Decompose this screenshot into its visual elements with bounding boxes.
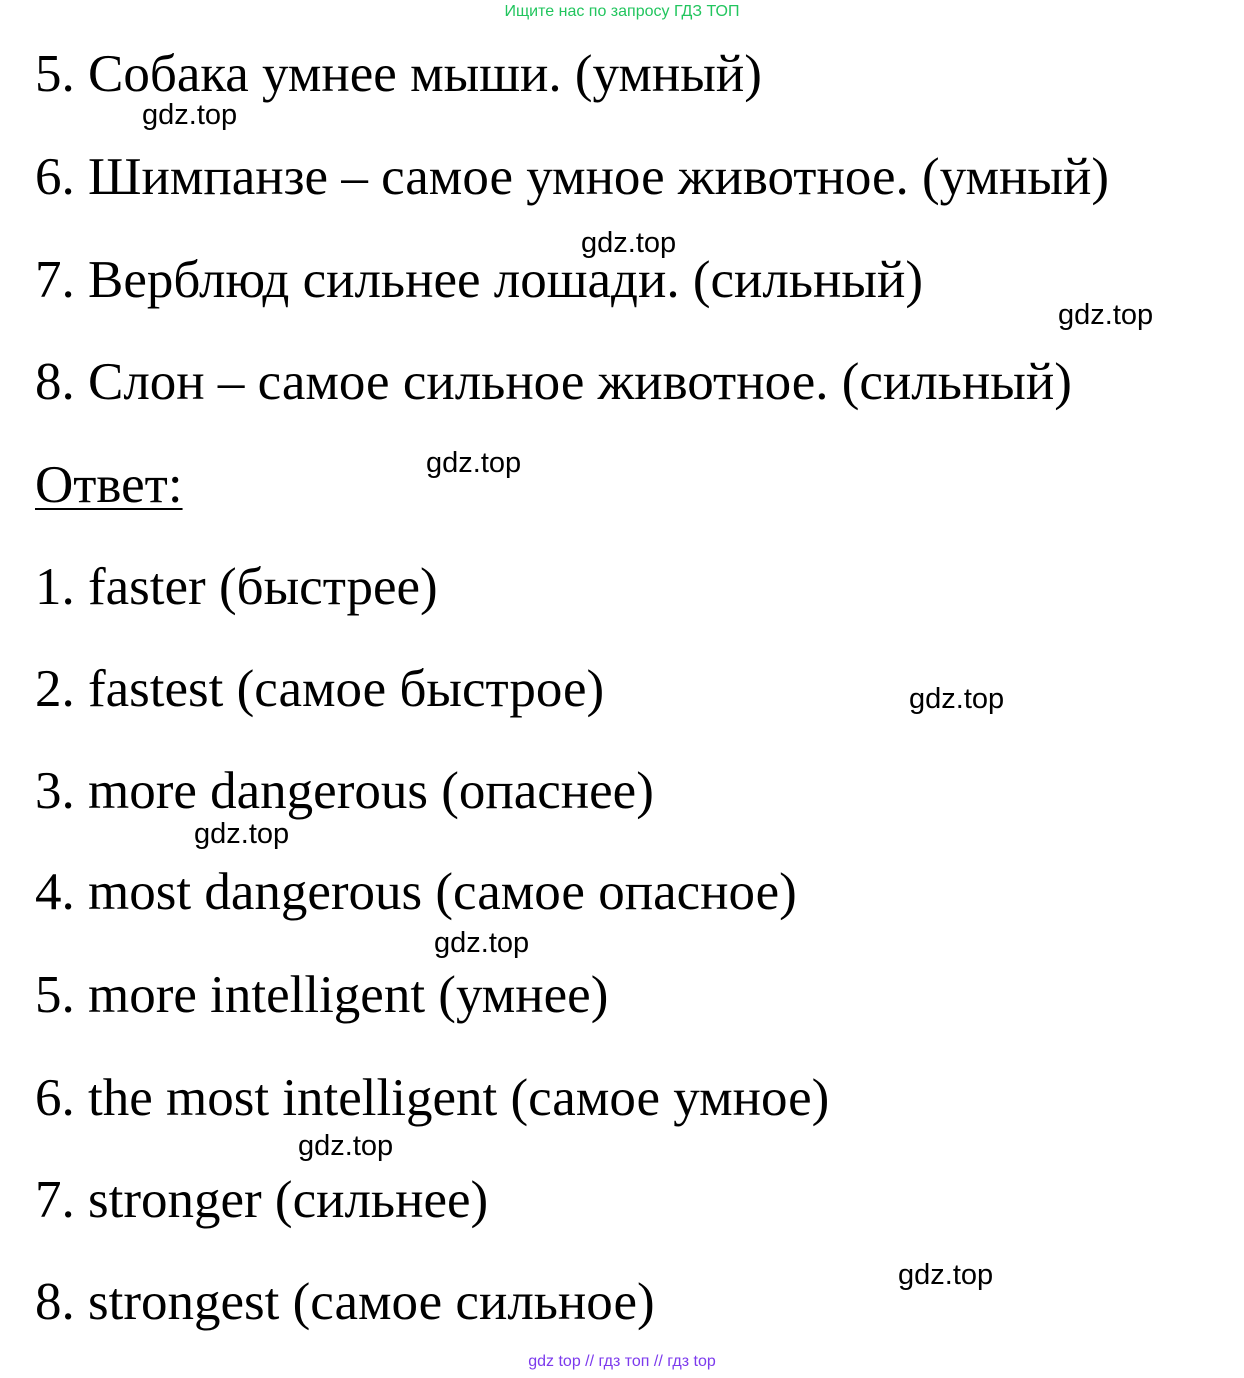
question-line-5: 5. Собака умнее мыши. (умный) [35, 45, 762, 103]
question-line-7: 7. Верблюд сильнее лошади. (сильный) [35, 251, 924, 309]
watermark: gdz.top [1058, 299, 1154, 331]
footer-item: гдз топ [598, 1353, 650, 1370]
answer-line-7: 7. stronger (сильнее) [35, 1171, 489, 1229]
question-line-6: 6. Шимпанзе – самое умное животное. (умный) [35, 148, 1109, 206]
answer-title: Ответ: [35, 456, 183, 514]
watermark: gdz.top [581, 227, 677, 259]
answer-line-4: 4. most dangerous (самое опасное) [35, 863, 797, 921]
footer-item: гдз top [667, 1353, 716, 1370]
answer-line-2: 2. fastest (самое быстрое) [35, 660, 605, 718]
question-line-8: 8. Слон – самое сильное животное. (сильный) [35, 353, 1072, 411]
answer-line-3: 3. more dangerous (опаснее) [35, 762, 654, 820]
footer [0, 1352, 1244, 1372]
answer-line-8: 8. strongest (самое сильное) [35, 1273, 655, 1331]
footer-item: gdz top [528, 1353, 581, 1370]
footer-separator: // [585, 1353, 595, 1370]
watermark: gdz.top [898, 1259, 994, 1291]
watermark: gdz.top [194, 818, 290, 850]
footer-separator: // [653, 1353, 663, 1370]
answer-line-5: 5. more intelligent (умнее) [35, 966, 609, 1024]
watermark: gdz.top [298, 1130, 394, 1162]
watermark: gdz.top [142, 99, 238, 131]
top-banner: Ищите нас по запросу ГДЗ ТОП [504, 3, 740, 20]
watermark: gdz.top [434, 927, 530, 959]
watermark: gdz.top [909, 683, 1005, 715]
answer-line-6: 6. the most intelligent (самое умное) [35, 1069, 830, 1127]
watermark: gdz.top [426, 447, 522, 479]
answer-line-1: 1. faster (быстрее) [35, 558, 438, 616]
